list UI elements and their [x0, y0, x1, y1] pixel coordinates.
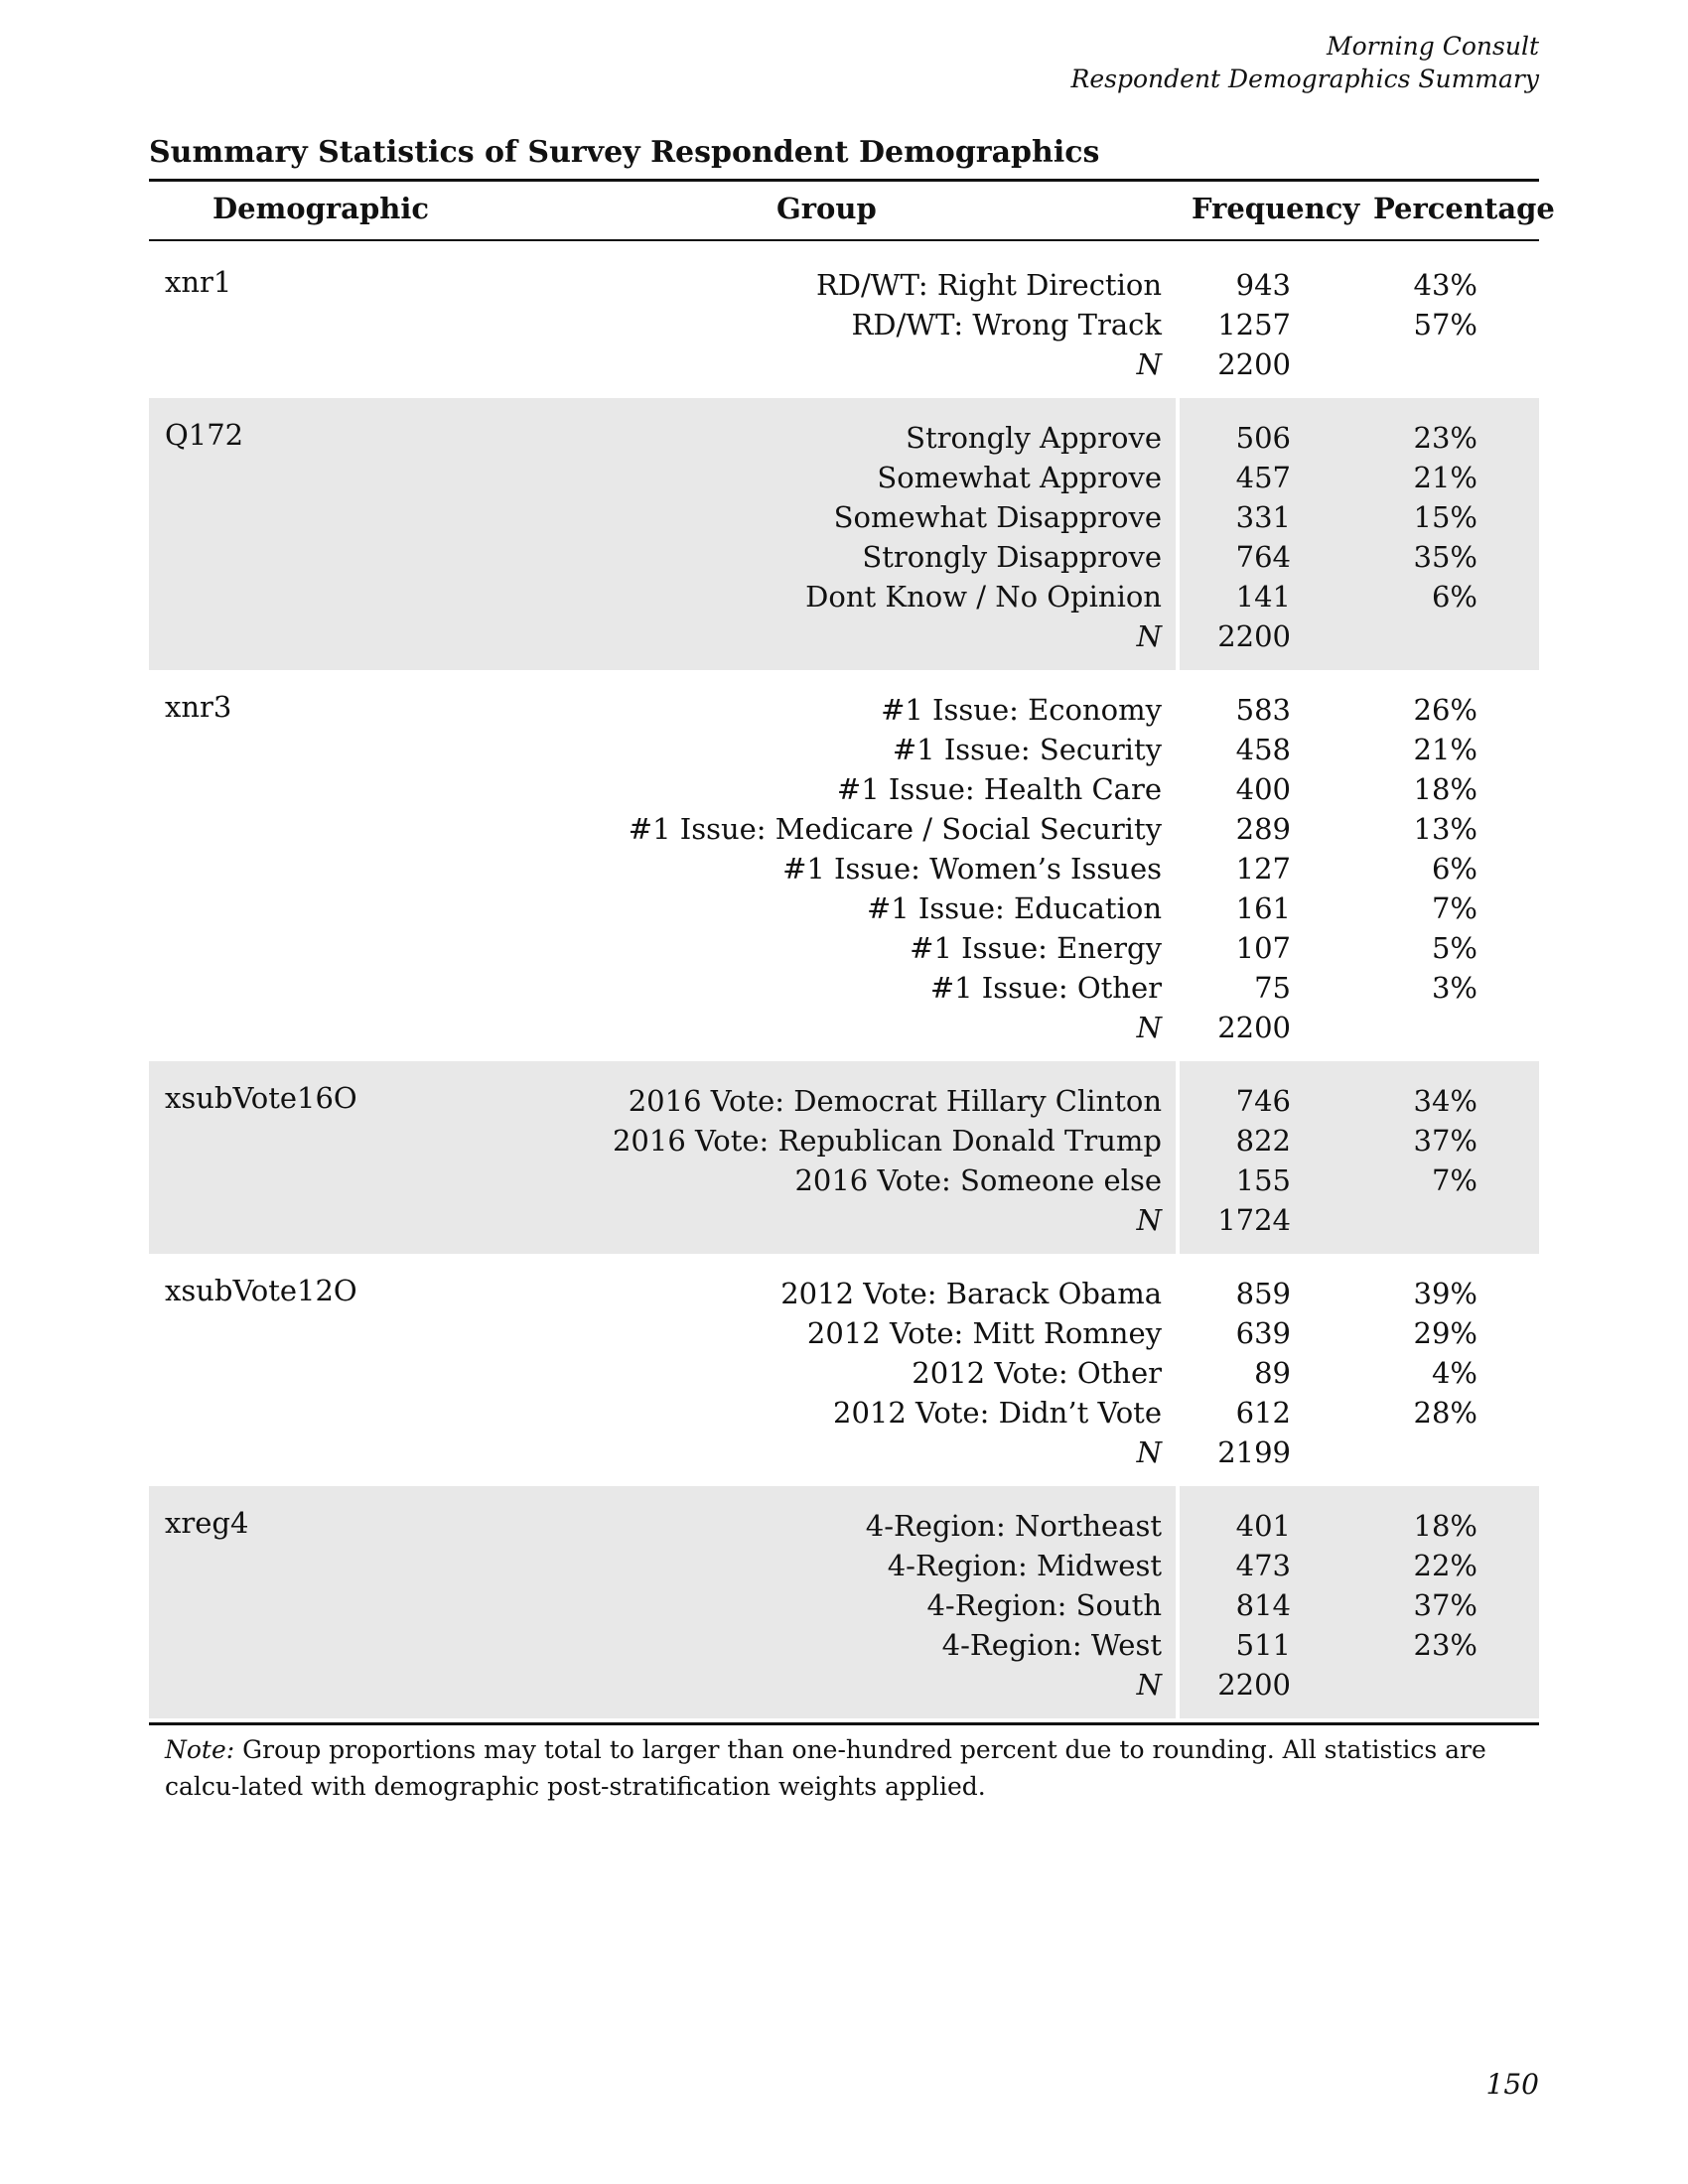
table-row	[149, 1506, 1539, 1546]
group-cell: #1 Issue: Women’s Issues	[782, 852, 1162, 886]
column-header-frequency: Frequency	[1192, 192, 1360, 225]
group-cell: #1 Issue: Medicare / Social Security	[628, 812, 1162, 846]
frequency-cell: 2200	[1217, 347, 1291, 381]
frequency-cell: 155	[1235, 1163, 1291, 1197]
group-cell: 4-Region: Midwest	[887, 1549, 1162, 1582]
table-row	[149, 849, 1539, 888]
group-cell: 2016 Vote: Republican Donald Trump	[612, 1124, 1162, 1158]
table-row	[149, 1200, 1539, 1240]
group-cell: RD/WT: Wrong Track	[851, 308, 1162, 341]
note-text: Group proportions may total to larger than one-hundred percent due to rounding. All statistics are calcu-lated with demographic post-stratification weights applied.	[165, 1735, 1486, 1801]
demographic-label: Q172	[165, 418, 244, 452]
percentage-cell: 23%	[1413, 1628, 1477, 1662]
percentage-cell: 18%	[1413, 772, 1477, 806]
percentage-cell: 23%	[1413, 421, 1477, 455]
percentage-cell: 39%	[1413, 1277, 1477, 1310]
frequency-cell: 612	[1235, 1396, 1291, 1430]
table-row	[149, 1393, 1539, 1433]
percentage-cell: 34%	[1413, 1084, 1477, 1118]
table-section	[149, 1486, 1539, 1718]
column-header-group: Group	[776, 192, 877, 225]
frequency-cell: 401	[1235, 1509, 1291, 1543]
group-cell: #1 Issue: Security	[892, 733, 1162, 766]
table-row	[149, 1121, 1539, 1160]
table-row	[149, 1625, 1539, 1665]
frequency-cell: 511	[1235, 1628, 1291, 1662]
table-row	[149, 537, 1539, 577]
demographic-label: xnr1	[165, 265, 232, 299]
frequency-cell: 2199	[1217, 1435, 1291, 1469]
demographic-label: xnr3	[165, 690, 232, 724]
table-row	[149, 1274, 1539, 1313]
table-row	[149, 1585, 1539, 1625]
table-row	[149, 458, 1539, 497]
frequency-cell: 1724	[1217, 1203, 1291, 1237]
frequency-cell: 506	[1235, 421, 1291, 455]
table-row	[149, 1313, 1539, 1353]
percentage-cell: 7%	[1431, 891, 1477, 925]
group-cell: RD/WT: Right Direction	[815, 268, 1162, 302]
demographic-label: xsubVote12O	[165, 1274, 357, 1307]
table-row	[149, 1665, 1539, 1705]
frequency-cell: 2200	[1217, 619, 1291, 653]
percentage-cell: 37%	[1413, 1124, 1477, 1158]
frequency-cell: 127	[1235, 852, 1291, 886]
frequency-cell: 161	[1235, 891, 1291, 925]
percentage-cell: 22%	[1413, 1549, 1477, 1582]
table-row	[149, 1353, 1539, 1393]
frequency-cell: 943	[1235, 268, 1291, 302]
frequency-cell: 458	[1235, 733, 1291, 766]
percentage-cell: 43%	[1413, 268, 1477, 302]
column-header-demographic: Demographic	[212, 192, 430, 225]
percentage-cell: 35%	[1413, 540, 1477, 574]
percentage-cell: 26%	[1413, 693, 1477, 727]
table-row	[149, 497, 1539, 537]
group-cell: 2012 Vote: Barack Obama	[780, 1277, 1162, 1310]
table-row	[149, 928, 1539, 968]
table-header-row	[149, 179, 1555, 241]
frequency-cell: 2200	[1217, 1668, 1291, 1702]
group-cell: 4-Region: West	[941, 1628, 1162, 1662]
table-row	[149, 968, 1539, 1008]
demographics-table	[149, 179, 1555, 1805]
column-header-percentage: Percentage	[1373, 192, 1555, 225]
table-row	[149, 616, 1539, 656]
group-cell: N	[1136, 619, 1162, 653]
frequency-cell: 141	[1235, 580, 1291, 614]
group-cell: Dont Know / No Opinion	[805, 580, 1162, 614]
group-cell: 2012 Vote: Other	[912, 1356, 1162, 1390]
percentage-cell: 5%	[1431, 931, 1477, 965]
frequency-cell: 289	[1235, 812, 1291, 846]
frequency-cell: 107	[1235, 931, 1291, 965]
frequency-cell: 457	[1235, 461, 1291, 494]
demographic-label: xsubVote16O	[165, 1081, 357, 1115]
table-row	[149, 809, 1539, 849]
frequency-cell: 400	[1235, 772, 1291, 806]
group-cell: N	[1136, 1668, 1162, 1702]
group-cell: N	[1136, 1203, 1162, 1237]
percentage-cell: 21%	[1413, 461, 1477, 494]
group-cell: #1 Issue: Health Care	[836, 772, 1162, 806]
frequency-cell: 583	[1235, 693, 1291, 727]
table-row	[149, 305, 1539, 344]
percentage-cell: 37%	[1413, 1588, 1477, 1622]
frequency-cell: 2200	[1217, 1011, 1291, 1044]
page-number: 150	[1485, 2068, 1539, 2101]
frequency-cell: 822	[1235, 1124, 1291, 1158]
group-cell: 4-Region: Northeast	[865, 1509, 1162, 1543]
percentage-cell: 18%	[1413, 1509, 1477, 1543]
table-section	[149, 245, 1539, 398]
table-row	[149, 577, 1539, 616]
table-row	[149, 1160, 1539, 1200]
frequency-cell: 75	[1254, 971, 1291, 1005]
frequency-cell: 1257	[1217, 308, 1291, 341]
percentage-cell: 29%	[1413, 1316, 1477, 1350]
percentage-cell: 3%	[1431, 971, 1477, 1005]
frequency-cell: 814	[1235, 1588, 1291, 1622]
frequency-cell: 746	[1235, 1084, 1291, 1118]
table-row	[149, 1433, 1539, 1472]
table-title: Summary Statistics of Survey Respondent Demographics	[149, 135, 1100, 170]
table-body	[149, 245, 1539, 1718]
frequency-cell: 859	[1235, 1277, 1291, 1310]
table-row	[149, 418, 1539, 458]
group-cell: #1 Issue: Education	[866, 891, 1162, 925]
group-cell: N	[1136, 347, 1162, 381]
percentage-cell: 21%	[1413, 733, 1477, 766]
percentage-cell: 7%	[1431, 1163, 1477, 1197]
note-label: Note:	[165, 1735, 235, 1764]
group-cell: N	[1136, 1011, 1162, 1044]
group-cell: 2016 Vote: Someone else	[794, 1163, 1162, 1197]
header-publisher: Morning Consult	[1326, 32, 1539, 61]
frequency-cell: 764	[1235, 540, 1291, 574]
group-cell: Strongly Approve	[906, 421, 1162, 455]
table-row	[149, 888, 1539, 928]
table-note	[165, 1731, 1535, 1805]
group-cell: #1 Issue: Other	[929, 971, 1162, 1005]
page-header	[1071, 30, 1539, 95]
frequency-cell: 473	[1235, 1549, 1291, 1582]
percentage-cell: 6%	[1431, 852, 1477, 886]
percentage-cell: 13%	[1413, 812, 1477, 846]
percentage-cell: 4%	[1431, 1356, 1477, 1390]
group-cell: 2012 Vote: Mitt Romney	[806, 1316, 1162, 1350]
header-report-title: Respondent Demographics Summary	[1070, 65, 1539, 93]
table-row	[149, 769, 1539, 809]
table-section	[149, 398, 1539, 670]
group-cell: Strongly Disapprove	[862, 540, 1162, 574]
group-cell: #1 Issue: Energy	[910, 931, 1162, 965]
table-section	[149, 1061, 1539, 1254]
group-cell: 2012 Vote: Didn’t Vote	[833, 1396, 1162, 1430]
group-cell: 4-Region: South	[926, 1588, 1162, 1622]
group-cell: N	[1136, 1435, 1162, 1469]
table-row	[149, 1008, 1539, 1047]
table-row	[149, 730, 1539, 769]
percentage-cell: 28%	[1413, 1396, 1477, 1430]
table-row	[149, 1081, 1539, 1121]
table-row	[149, 265, 1539, 305]
frequency-cell: 639	[1235, 1316, 1291, 1350]
table-row	[149, 1546, 1539, 1585]
table-section	[149, 1254, 1539, 1486]
demographic-label: xreg4	[165, 1506, 249, 1540]
table-section	[149, 670, 1539, 1061]
percentage-cell: 6%	[1431, 580, 1477, 614]
frequency-cell: 89	[1254, 1356, 1291, 1390]
group-cell: #1 Issue: Economy	[881, 693, 1162, 727]
frequency-cell: 331	[1235, 500, 1291, 534]
group-cell: Somewhat Disapprove	[833, 500, 1162, 534]
table-bottom-rule	[149, 1722, 1539, 1725]
table-row	[149, 690, 1539, 730]
group-cell: 2016 Vote: Democrat Hillary Clinton	[628, 1084, 1162, 1118]
group-cell: Somewhat Approve	[877, 461, 1162, 494]
percentage-cell: 15%	[1413, 500, 1477, 534]
table-row	[149, 344, 1539, 384]
percentage-cell: 57%	[1413, 308, 1477, 341]
